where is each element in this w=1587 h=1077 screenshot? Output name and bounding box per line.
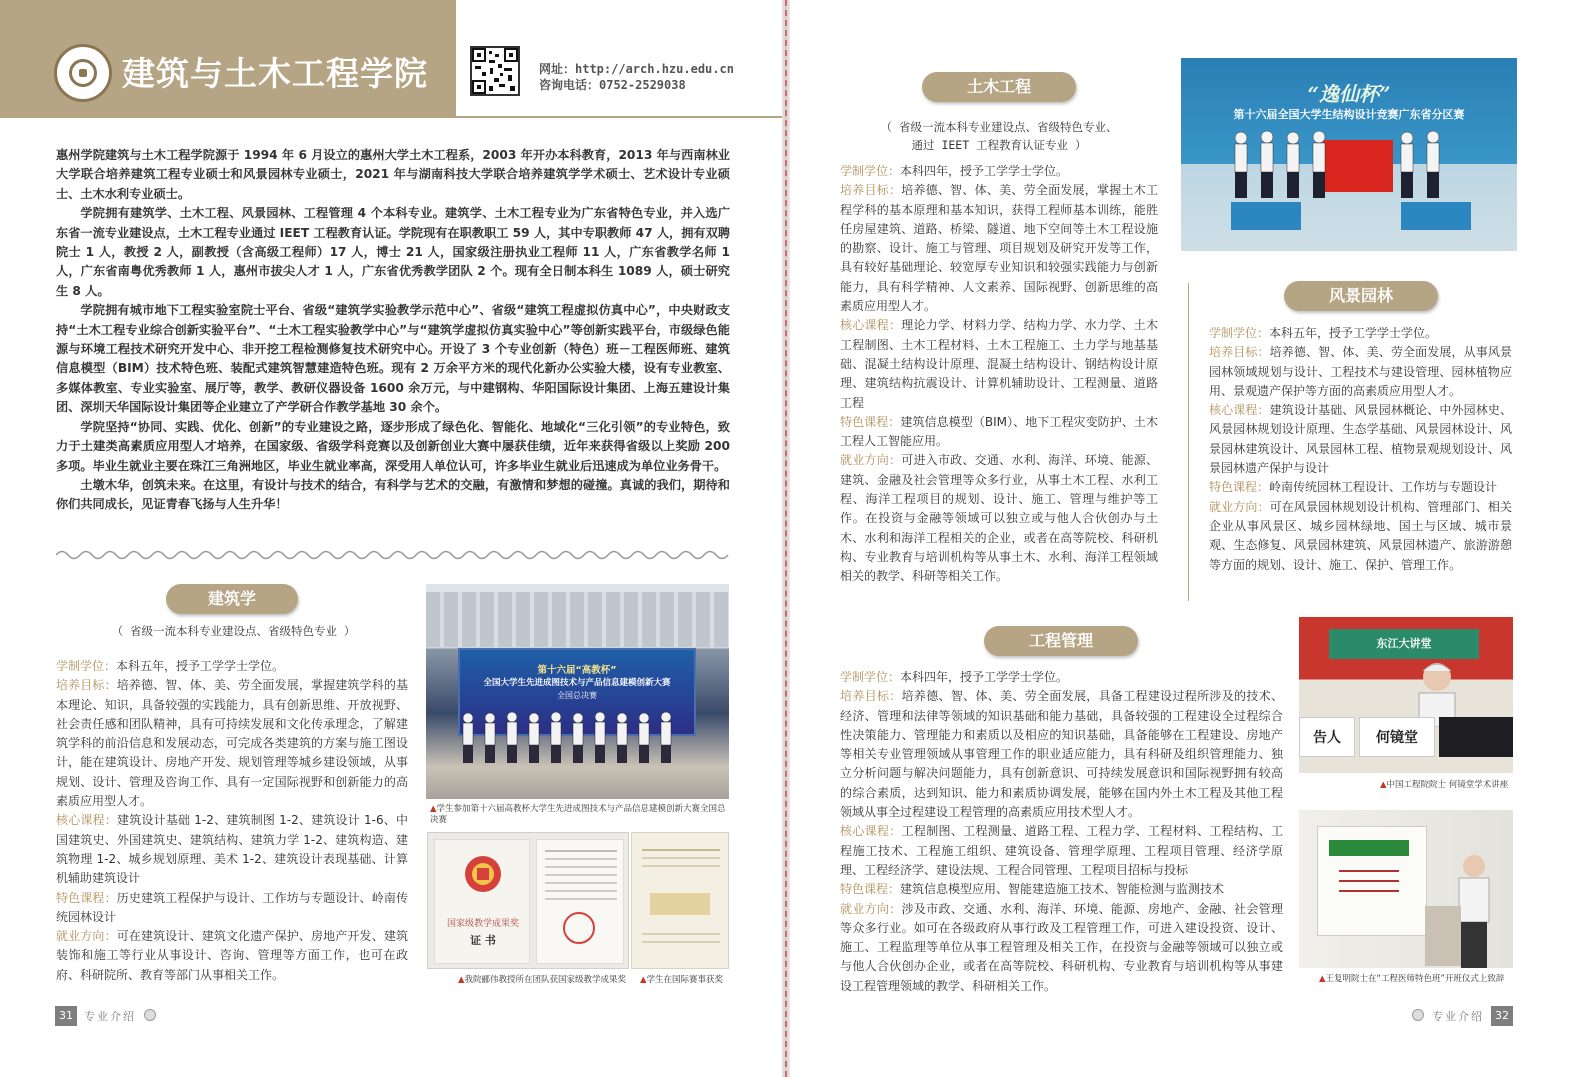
detail-item: 就业方向：可在建筑设计、建筑文化遗产保护、房地产开发、建筑装饰和施工等行业从事设计、咨询、管理等方面工作，也可在政府、科研院所、教育等部门从事相关工作。 bbox=[56, 929, 408, 982]
detail-item: 学制学位：本科五年，授予工学学士学位。 bbox=[1209, 326, 1438, 340]
page-number-left: 31 bbox=[55, 1006, 77, 1026]
detail-item: 学制学位：本科四年，授予工学学士学位。 bbox=[840, 670, 1069, 684]
page-number-right: 32 bbox=[1491, 1006, 1513, 1026]
detail-item: 培养目标：培养德、智、体、美、劳全面发展，掌握土木工程学科的基本原理和基本知识，获得工程师基本训练，能胜任房屋建筑、道路、桥梁、隧道、地下空间等土木工程设施的勘察、设计、施工与管理、项目规划及研究开发等工作，具有较好基础理论、较宽厚专业知识和较强实践能力与创新能力，具有科学精神、人文素养、国际视野、创新思维的高素质应用型人才。 bbox=[840, 183, 1158, 314]
detail-item: 核心课程：建筑设计基础 1-2、建筑制图 1-2、建筑设计 1-6、中国建筑史、外国建筑史、建筑结构、建筑力学 1-2、建筑构造、建筑物理 1-2、城乡规划原理、美术 1-2、建筑设计表现基础、计算机辅助建筑设计 bbox=[56, 813, 408, 886]
college-title: 建筑与土木工程学院 bbox=[122, 54, 428, 93]
phone-text: 咨询电话：0752-2529038 bbox=[539, 78, 686, 92]
section-label-right: 专业介绍 bbox=[1432, 1010, 1484, 1023]
spine-stitch-line bbox=[785, 0, 787, 1077]
contact-info bbox=[539, 61, 734, 93]
detail-item: 就业方向：涉及市政、交通、水利、海洋、环境、能源、房地产、金融、社会管理等众多行业。如可在各级政府从事行政及工程管理工作，可进入建设投资、设计、施工、工程监理等单位从事工程管理及相关工作，在投资与金融等领域可以独立或与他人合伙创办企业，或者在高等院校、科研机构、专业教育与培训机构等从事建设工程管理领域的教学、科研相关工作。 bbox=[840, 901, 1283, 993]
detail-item: 学制学位：本科四年，授予工学学士学位。 bbox=[840, 164, 1069, 178]
lecture-photo: 东江大讲堂 告人 何镜堂 bbox=[1299, 617, 1513, 773]
landscape-details bbox=[1209, 324, 1512, 575]
header-rule bbox=[456, 116, 782, 118]
detail-item: 学制学位：本科五年，授予工学学士学位。 bbox=[56, 659, 285, 673]
detail-item: 培养目标：培养德、智、体、美、劳全面发展，掌握建筑学科的基本理论、知识，具备较强的实践能力，具有创新思维、开放视野、社会责任感和团队精神，具有可持续发展和文化传承理念，了解建筑学科的前沿信息和发展动态，可完成各类建筑的方案与施工图设计，能在建筑设计、房地产开发、规划管理等城乡建设领域，从事规划、设计、管理及咨询工作、具有一定国际视野和创新能力的高素质应用型人才。 bbox=[56, 678, 408, 809]
competition-caption: ▲学生参加第十六届高教杯大学生先进成图技术与产品信息建模创新大赛全国总决赛 bbox=[430, 804, 726, 825]
footer-ornament-icon bbox=[1412, 1009, 1424, 1021]
header-band bbox=[0, 0, 456, 118]
detail-item: 就业方向：可进入市政、交通、水利、海洋、环境、能源、建筑、金融及社会管理等众多行业，从事土木工程、水利工程、海洋工程项目的规划、设计、施工、管理与维护等工作。在投资与金融等领域可以独立或与他人合伙创办与土木、水利和海洋工程相关的企业，或者在高等院校、科研机构、专业教育与培训机构等从事土木、水利、海洋工程领域相关的教学、科研等相关工作。 bbox=[840, 453, 1158, 584]
intl-award-photo bbox=[631, 832, 729, 969]
competition-photo: 第十六届“高教杯” 全国大学生先进成图技术与产品信息建模创新大赛 全国总决赛 bbox=[426, 584, 729, 799]
intro-paragraph: 惠州学院建筑与土木工程学院源于 1994 年 6 月设立的惠州大学土木工程系，2003 年开办本科教育，2013 年与西南林业大学联合培养建筑工程专业硕士和风景园林专业硕士，2021 年与湖南科技大学联合培养建筑学学术硕士、艺术设计专业硕士、土木水利专业硕士。 bbox=[56, 148, 730, 201]
certificate-caption: ▲我院郦伟教授所在团队获国家级教学成果奖 bbox=[458, 975, 627, 985]
detail-item: 特色课程：建筑信息模型应用、智能建造施工技术、智能检测与监测技术 bbox=[840, 882, 1225, 897]
detail-item: 培养目标：培养德、智、体、美、劳全面发展，具备工程建设过程所涉及的技术、经济、管理和法律等领域的知识基础和能力基础，具备较强的工程建设全过程综合性决策能力、管理能力和素质以及相应的知识基础，具备能够在工程建设、房地产等相关专业管理领域从事管理工作的职业适应能力，具有科研及组织管理能力、独立分析问题与解决问题能力，具有创新意识、可持续发展意识和国际视野拥有较高的综合素质，达到知识、能力和素质协调发展，能够在国内外土木工程及其他工程领域从事全过程建设工程管理的高素质应用技术型人才。 bbox=[840, 689, 1283, 820]
ceremony-photo bbox=[1299, 810, 1513, 968]
intro-paragraph: 学院拥有建筑学、土木工程、风景园林、工程管理 4 个本科专业。建筑学、土木工程专业为广东省特色专业，并入选广东省一流专业建设点，土木工程专业通过 IEET 工程教育认证。学院现有在职教职工 59 人，其中专职教师 47 人，拥有双聘院士 1 人，教授 2 人，副教授（含高级工程师）17 人，博士 21 人，国家级注册执业工程师 11 人，广东省教学名师 1 人，广东省南粤优秀教师 1 人，惠州市拔尖人才 1 人，广东省优秀教学团队 2 个。现有全日制本科生 1089 人，硕士研究生 8 人。 bbox=[56, 206, 730, 298]
architecture-title: 建筑学 bbox=[166, 584, 298, 614]
intro-paragraph: 学院拥有城市地下工程实验室院士平台、省级“建筑学实验教学示范中心”、省级“建筑工程虚拟仿真中心”，中央财政支持“土木工程专业综合创新实验平台”、“土木工程实验教学中心”与“建筑学虚拟仿真实验中心”等创新实践平台，市级绿色能源与环境工程技术研究开发中心、非开挖工程检测修复技术研究中心。开设了 3 个专业创新（特色）班－工程医师班、建筑信息模型（BIM）技术特色班、装配式建筑智慧建造特色班。现有 2 万余平方米的现代化新办公实验大楼，设有专业教室、多媒体教室、专业实验室、展厅等，教学、教研仪器设备 1600 余万元，与中建钢构、华阳国际设计集团、上海五建设计集团、深圳天华国际设计集团等企业建立了产学研合作教学基地 30 余个。 bbox=[56, 303, 730, 415]
management-details bbox=[840, 668, 1283, 996]
lecture-caption: ▲中国工程院院士 何镜堂学术讲座 bbox=[1380, 780, 1509, 790]
civil-title: 土木工程 bbox=[922, 72, 1076, 102]
detail-item: 核心课程：工程制图、工程测量、道路工程、工程力学、工程材料、工程结构、工程施工技术、工程施工组织、建筑设备、管理学原理、工程项目管理、经济学原理、工程经济学、建设法规、工程合同管理、工程项目招标与投标 bbox=[840, 824, 1283, 877]
detail-item: 特色课程：建筑信息模型（BIM）、地下工程灾变防护、土木工程人工智能应用。 bbox=[840, 414, 1158, 449]
structure-competition-photo: “逸仙杯” 第十六届全国大学生结构设计竞赛广东省分区赛 bbox=[1181, 58, 1517, 251]
civil-details bbox=[840, 162, 1158, 587]
certificate-photo: 国家级教学成果奖 证 书 bbox=[427, 832, 629, 969]
wave-divider bbox=[56, 548, 730, 562]
architecture-details bbox=[56, 657, 408, 985]
detail-item: 特色课程：历史建筑工程保护与设计、工作坊与专题设计、岭南传统园林设计 bbox=[56, 890, 408, 924]
landscape-title: 风景园林 bbox=[1284, 281, 1438, 311]
civil-subtitle: （ 省级一流本科专业建设点、省级特色专业、 通过 IEET 工程教育认证专业 ） bbox=[880, 120, 1118, 152]
management-title: 工程管理 bbox=[984, 626, 1138, 656]
ceremony-caption: ▲王复明院士在“工程医师特色班”开班仪式上致辞 bbox=[1319, 974, 1505, 984]
detail-item: 核心课程：理论力学、材料力学、结构力学、水力学、土木工程制图、土木工程材料、土木工程施工、土力学与地基基础、混凝土结构设计原理、混凝土结构设计、钢结构设计原理、建筑结构抗震设计、计算机辅助设计、工程测量、道路工程 bbox=[840, 318, 1158, 410]
college-intro bbox=[56, 146, 730, 515]
intro-paragraph: 学院坚持“协同、实践、优化、创新”的专业建设之路，逐步形成了绿色化、智能化、地域化“三化引领”的专业特色，致力于土建类高素质应用型人才培养，在国家级、省级学科竞赛以及创新创业大赛中屡获佳绩，近年来获得省级以上奖励 200 多项。毕业生就业主要在珠江三角洲地区，毕业生就业率高，深受用人单位认可，许多毕业生就业后迅速成为单位业务骨干。 bbox=[56, 419, 730, 473]
detail-item: 核心课程：建筑设计基础、风景园林概论、中外园林史、风景园林规划设计原理、生态学基础、风景园林设计、风景园林建筑设计、风景园林工程、植物景观规划设计、风景园林遗产保护与设计 bbox=[1209, 403, 1512, 476]
university-logo-icon bbox=[54, 44, 112, 102]
detail-item: 特色课程：岭南传统园林工程设计、工作坊与专题设计 bbox=[1209, 480, 1498, 495]
footer-ornament-icon bbox=[144, 1009, 156, 1021]
detail-item: 就业方向：可在风景园林规划设计机构、管理部门、相关企业从事风景区、城乡园林绿地、国土与区域、城市景观、生态修复、风景园林建筑、风景园林遗产、旅游游憩等方面的规划、设计、施工、保护、管理工作。 bbox=[1209, 499, 1512, 572]
landscape-accent-line bbox=[1188, 283, 1189, 601]
architecture-subtitle: （ 省级一流本科专业建设点、省级特色专业 ） bbox=[111, 624, 356, 638]
detail-item: 培养目标：培养德、智、体、美、劳全面发展，从事风景园林领域规划与设计、工程技术与建设管理、园林植物应用、景观遗产保护等方面的高素质应用型人才。 bbox=[1209, 345, 1512, 398]
website-text: 网址：http://arch.hzu.edu.cn bbox=[539, 62, 734, 76]
qr-code-icon bbox=[470, 46, 520, 96]
intro-paragraph: 土墩木华，创筑未来。在这里，有设计与技术的结合，有科学与艺术的交融，有激情和梦想的碰撞。真诚的我们，期待和你们共同成长，见证青春飞扬与人生升华！ bbox=[56, 477, 730, 512]
intl-award-caption: ▲学生在国际赛事获奖 bbox=[640, 975, 724, 985]
section-label-left: 专业介绍 bbox=[84, 1010, 136, 1023]
